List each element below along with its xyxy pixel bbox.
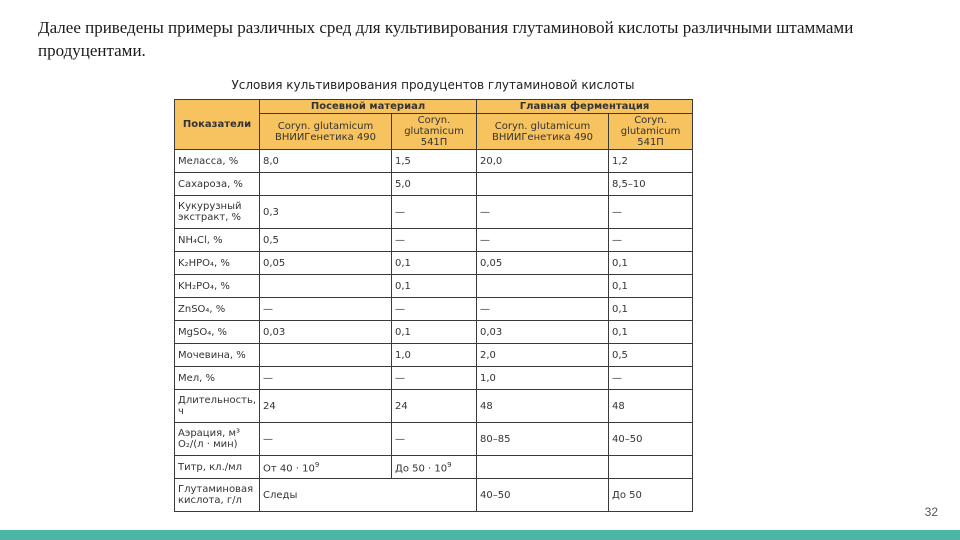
row-label: Титр, кл./мл [175, 456, 260, 479]
table-row [175, 150, 693, 173]
row-label: Сахароза, % [175, 173, 260, 196]
table-cell: — [477, 229, 609, 252]
table-cell: Следы [260, 479, 477, 512]
titer-base: До 50 · 10 [395, 463, 448, 475]
row-label: Длительность, ч [175, 390, 260, 423]
table-cell: — [392, 196, 477, 229]
titer-exponent: 9 [314, 460, 320, 469]
table-cell: 0,1 [392, 252, 477, 275]
table-row [175, 367, 693, 390]
row-label: ZnSO₄, % [175, 298, 260, 321]
row-label: Аэрация, м³ O₂/(л · мин) [175, 423, 260, 456]
header-strain-541-seed: Coryn. glutamicum 541П [392, 114, 477, 150]
row-label: Глутаминовая кислота, г/л [175, 479, 260, 512]
table-row [175, 252, 693, 275]
header-row-groups [175, 100, 693, 114]
page-number: 32 [924, 505, 938, 519]
table-cell: 40–50 [477, 479, 609, 512]
header-strain-541-main: Coryn. glutamicum 541П [609, 114, 693, 150]
table-cell [260, 456, 392, 479]
table-cell: 1,2 [609, 150, 693, 173]
table-cell: До 50 [609, 479, 693, 512]
table-cell [477, 173, 609, 196]
row-label: K₂HPO₄, % [175, 252, 260, 275]
table-cell: — [260, 423, 392, 456]
table-row [175, 298, 693, 321]
table-cell: 24 [392, 390, 477, 423]
row-label: Кукурузный экстракт, % [175, 196, 260, 229]
table-cell: — [392, 423, 477, 456]
table-cell: — [477, 196, 609, 229]
titer-base: От 40 · 10 [263, 463, 315, 475]
table-cell: 0,03 [477, 321, 609, 344]
table-cell [260, 173, 392, 196]
table-cell: 0,5 [260, 229, 392, 252]
table-cell: 24 [260, 390, 392, 423]
table-cell: 80–85 [477, 423, 609, 456]
table-row [175, 196, 693, 229]
row-label: NH₄Cl, % [175, 229, 260, 252]
table-cell: 1,0 [392, 344, 477, 367]
table-cell: — [260, 298, 392, 321]
row-label: MgSO₄, % [175, 321, 260, 344]
table-row-glutamic-acid [175, 479, 693, 512]
table-cell: 8,5–10 [609, 173, 693, 196]
table-cell: — [392, 229, 477, 252]
table-cell: — [392, 367, 477, 390]
table-row [175, 344, 693, 367]
table-cell: 48 [477, 390, 609, 423]
intro-text: Далее приведены примеры различных сред для культивирования глутаминовой кислоты различными штаммами продуцентами. [38, 18, 854, 60]
table-cell: 8,0 [260, 150, 392, 173]
table-cell: 1,5 [392, 150, 477, 173]
table-cell: — [609, 367, 693, 390]
table-cell: 20,0 [477, 150, 609, 173]
bottom-accent-bar [0, 530, 960, 540]
table-row [175, 229, 693, 252]
table-cell: — [260, 367, 392, 390]
row-label: Мочевина, % [175, 344, 260, 367]
table-cell: 0,05 [260, 252, 392, 275]
table-row [175, 390, 693, 423]
table-cell: — [609, 229, 693, 252]
table-cell [477, 456, 609, 479]
table-cell: 0,1 [609, 275, 693, 298]
table-cell: 5,0 [392, 173, 477, 196]
table-cell: — [477, 298, 609, 321]
table-cell: 0,1 [392, 275, 477, 298]
table-cell [392, 456, 477, 479]
table-cell: 0,05 [477, 252, 609, 275]
header-main-fermentation: Главная ферментация [477, 100, 693, 114]
table-cell: 1,0 [477, 367, 609, 390]
table-cell: — [392, 298, 477, 321]
table-cell: 0,1 [392, 321, 477, 344]
row-label: Меласса, % [175, 150, 260, 173]
cultivation-table [174, 99, 693, 512]
table-cell: — [609, 196, 693, 229]
table-row [175, 321, 693, 344]
table-cell: 2,0 [477, 344, 609, 367]
header-seed-material: Посевной материал [260, 100, 477, 114]
titer-exponent: 9 [447, 460, 452, 469]
table-cell: 0,3 [260, 196, 392, 229]
table-row [175, 423, 693, 456]
table-cell: 0,1 [609, 321, 693, 344]
table-row [175, 173, 693, 196]
table-cell [609, 456, 693, 479]
row-label: Мел, % [175, 367, 260, 390]
table-cell [260, 344, 392, 367]
table-row-titer [175, 456, 693, 479]
table-cell: 0,1 [609, 252, 693, 275]
table-caption: Условия культивирования продуцентов глутаминовой кислоты [231, 78, 635, 92]
table-cell [477, 275, 609, 298]
header-strain-490-seed: Coryn. glutamicum ВНИИГенетика 490 [260, 114, 392, 150]
table-cell: 0,1 [609, 298, 693, 321]
table-cell: 0,5 [609, 344, 693, 367]
table-cell: 48 [609, 390, 693, 423]
table-cell: 40–50 [609, 423, 693, 456]
table-row [175, 275, 693, 298]
table-cell [260, 275, 392, 298]
table-cell: 0,03 [260, 321, 392, 344]
header-indicators: Показатели [175, 100, 260, 150]
row-label: KH₂PO₄, % [175, 275, 260, 298]
header-strain-490-main: Coryn. glutamicum ВНИИГенетика 490 [477, 114, 609, 150]
